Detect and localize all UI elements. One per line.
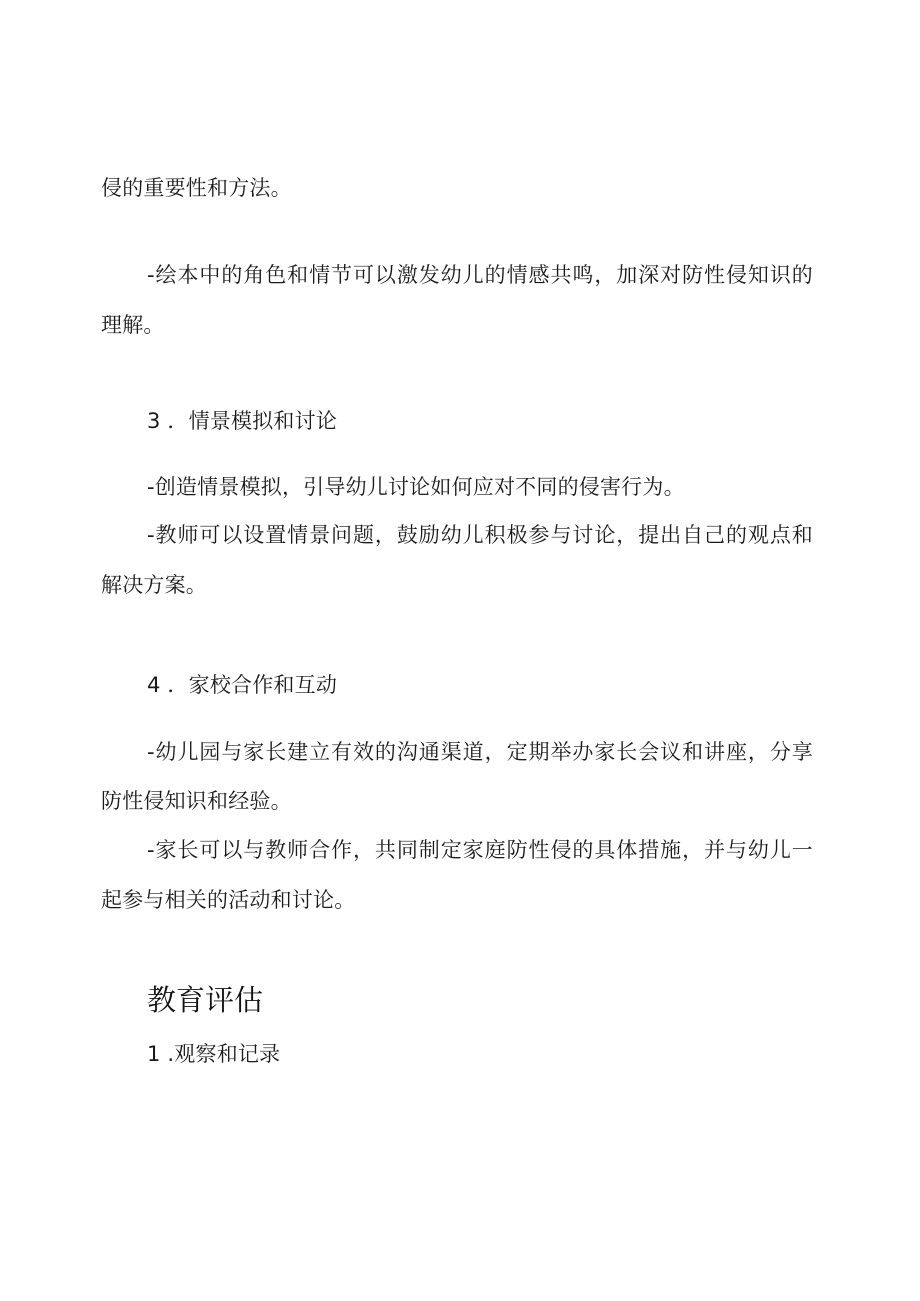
section-heading: 教育评估 xyxy=(147,983,264,1017)
paragraph-line: -绘本中的角色和情节可以激发幼儿的情感共鸣，加深对防性侵知识的 xyxy=(147,263,813,287)
paragraph-line: -创造情景模拟，引导幼儿讨论如何应对不同的侵害行为。 xyxy=(147,475,685,499)
paragraph-line: 起参与相关的活动和讨论。 xyxy=(101,888,356,912)
list-item-heading: 3 ．情景模拟和讨论 xyxy=(147,409,338,433)
paragraph-line: -教师可以设置情景问题，鼓励幼儿积极参与讨论，提出自己的观点和 xyxy=(147,523,813,547)
paragraph-line: 侵的重要性和方法。 xyxy=(101,176,292,200)
paragraph-line: 防性侵知识和经验。 xyxy=(101,789,292,813)
paragraph-line: -家长可以与教师合作，共同制定家庭防性侵的具体措施，并与幼儿一 xyxy=(147,838,813,862)
list-item-heading: 1 .观察和记录 xyxy=(147,1042,281,1066)
list-item-heading: 4 ．家校合作和互动 xyxy=(147,673,338,697)
paragraph-line: -幼儿园与家长建立有效的沟通渠道，定期举办家长会议和讲座，分享 xyxy=(147,740,813,764)
paragraph-line: 理解。 xyxy=(101,313,165,337)
paragraph-line: 解决方案。 xyxy=(101,573,207,597)
